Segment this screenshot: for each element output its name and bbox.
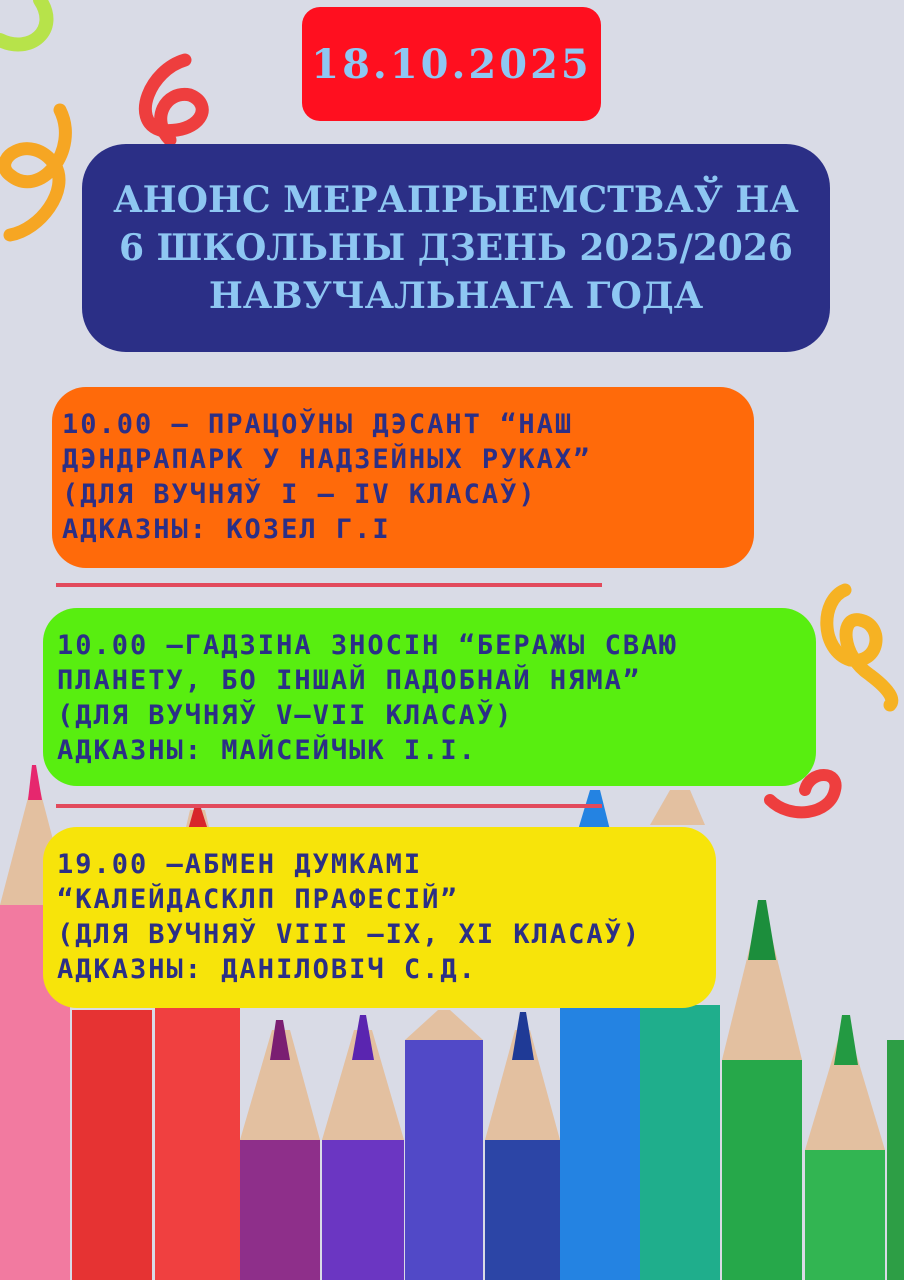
event-1-line-4: АДКАЗНЫ: КОЗЕЛ Г.І [62, 514, 391, 545]
event-3-line-3: (ДЛЯ ВУЧНЯЎ VIII –IX, XI КЛАСАЎ) [57, 919, 642, 950]
pencil-icon-green [722, 900, 904, 1280]
green-squiggle-icon [0, 0, 46, 44]
event-date: 18.10.2025 [302, 7, 601, 121]
event-1-line-3: (ДЛЯ ВУЧНЯЎ I – IV КЛАСАЎ) [62, 479, 537, 510]
event-card-3 [43, 827, 716, 1008]
event-2-line-1: 10.00 –ГАДЗІНА ЗНОСІН “БЕРАЖЫ СВАЮ [57, 630, 678, 661]
orange-squiggle-icon [5, 110, 66, 235]
event-2-line-3: (ДЛЯ ВУЧНЯЎ V–VII КЛАСАЎ) [57, 700, 514, 731]
pencil-icon-indigo [405, 1010, 560, 1280]
event-card-2 [43, 608, 816, 786]
event-3-line-4: АДКАЗНЫ: ДАНІЛОВІЧ С.Д. [57, 954, 477, 985]
yellow-squiggle-icon [827, 590, 892, 705]
divider-1 [56, 583, 602, 587]
event-3-line-1: 19.00 –АБМЕН ДУМКАМІ [57, 849, 423, 880]
announcement-title: АНОНС МЕРАПРЫЕМСТВАЎ НА 6 ШКОЛЬНЫ ДЗЕНЬ 2025/2026 НАВУЧАЛЬНАГА ГОДА [82, 144, 830, 352]
divider-2 [56, 804, 602, 808]
event-3-line-2: “КАЛЕЙДАСКЛП ПРАФЕСІЙ” [57, 884, 459, 915]
event-1-line-1: 10.00 – ПРАЦОЎНЫ ДЭСАНТ “НАШ [62, 409, 574, 440]
pencil-icon-violet [240, 1015, 404, 1280]
red-squiggle-icon [145, 60, 202, 140]
event-2-line-4: АДКАЗНЫ: МАЙСЕЙЧЫК І.І. [57, 735, 477, 766]
event-1-line-2: ДЭНДРАПАРК У НАДЗЕЙНЫХ РУКАХ” [62, 444, 592, 475]
event-card-1 [52, 387, 754, 568]
event-2-line-2: ПЛАНЕТУ, БО ІНШАЙ ПАДОБНАЙ НЯМА” [57, 665, 642, 696]
